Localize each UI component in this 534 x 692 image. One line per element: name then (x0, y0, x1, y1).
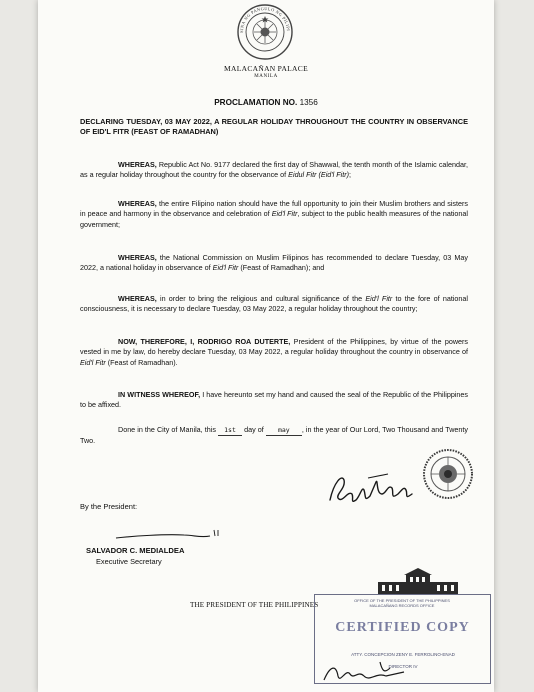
by-the-president-label: By the President: (80, 502, 138, 511)
now-therefore-paragraph: NOW, THEREFORE, I, RODRIGO ROA DUTERTE, President of the Philippines, by virtue of the powers vested in me by law, do hereby declare Tuesday, 03 May 2022, a regular holiday throughout the country in observance of Eid'l Fitr (Feast of Ramadhan). (80, 337, 468, 367)
whereas-paragraph-1: WHEREAS, Republic Act No. 9177 declared the first day of Shawwal, the tenth month of the Islamic calendar, as a regular holiday throughout the country for the observance of Eidul Fitr (Eid'l Fitr); (80, 160, 468, 180)
president-signature (324, 464, 424, 512)
stamp-director-title: DIRECTOR IV (388, 664, 418, 669)
certified-copy-text: CERTIFIED COPY (335, 620, 470, 635)
stamp-office-text: OFFICE OF THE PRESIDENT OF THE PHILIPPINES MALACAÑANG RECORDS OFFICE (354, 598, 450, 608)
proclamation-label: PROCLAMATION NO. (214, 98, 298, 107)
proclamation-title: DECLARING TUESDAY, 03 MAY 2022, A REGULAR HOLIDAY THROUGHOUT THE COUNTRY IN OBSERVANCE OF EID'L FITR (FEAST OF RAMADHAN) (80, 117, 468, 136)
stamp-attorney-name: ATTY. CONCEPCION ZENY E. FERROLINO-ENAD (351, 652, 455, 657)
secretary-name: SALVADOR C. MEDIALDEA (86, 546, 185, 555)
seal-stamp-icon (422, 448, 474, 500)
proclamation-number: 1356 (299, 98, 318, 107)
in-witness-paragraph: IN WITNESS WHEREOF, I have hereunto set my hand and caused the seal of the Republic of the Philippines to be affixed. (80, 390, 468, 410)
day-field: 1st (218, 425, 242, 436)
whereas-paragraph-3: WHEREAS, the National Commission on Muslim Filipinos has recommended to declare Tuesday, 03 May 2022, a national holiday in observance of Eid'l Fitr (Feast of Ramadhan); and (80, 253, 468, 273)
palace-building-icon (376, 568, 460, 596)
secretary-title: Executive Secretary (96, 557, 162, 566)
proclamation-heading (38, 98, 494, 107)
done-in-paragraph: Done in the City of Manila, this 1st day of may , in the year of Our Lord, Two Thousand and Twenty Two. (80, 425, 468, 446)
presidential-seal-icon (235, 2, 295, 62)
whereas-paragraph-4: WHEREAS, in order to bring the religious and cultural significance of the Eid'l Fitr to the fore of national consciousness, it is necessary to declare Tuesday, 03 May 2022, a regular holiday throughout the country; (80, 294, 469, 314)
president-of-philippines-line: THE PRESIDENT OF THE PHILIPPINES (190, 601, 319, 609)
month-field: may (266, 425, 302, 436)
stamp-signature (320, 658, 410, 688)
whereas-paragraph-2: WHEREAS, the entire Filipino nation should have the full opportunity to join their Muslim brothers and sisters in peace and harmony in the observance and celebration of Eid'l Fitr, subject to the public health measures of the national government; (80, 199, 469, 229)
secretary-signature (114, 524, 224, 548)
city-heading: MANILA (254, 74, 278, 79)
svg-text:OPISINA NG PANGULO NG PILIPINA: SINA NG PANGULO NG PILIPI (238, 5, 291, 33)
document-sheet (38, 0, 494, 692)
palace-heading: MALACAÑAN PALACE (224, 64, 308, 73)
